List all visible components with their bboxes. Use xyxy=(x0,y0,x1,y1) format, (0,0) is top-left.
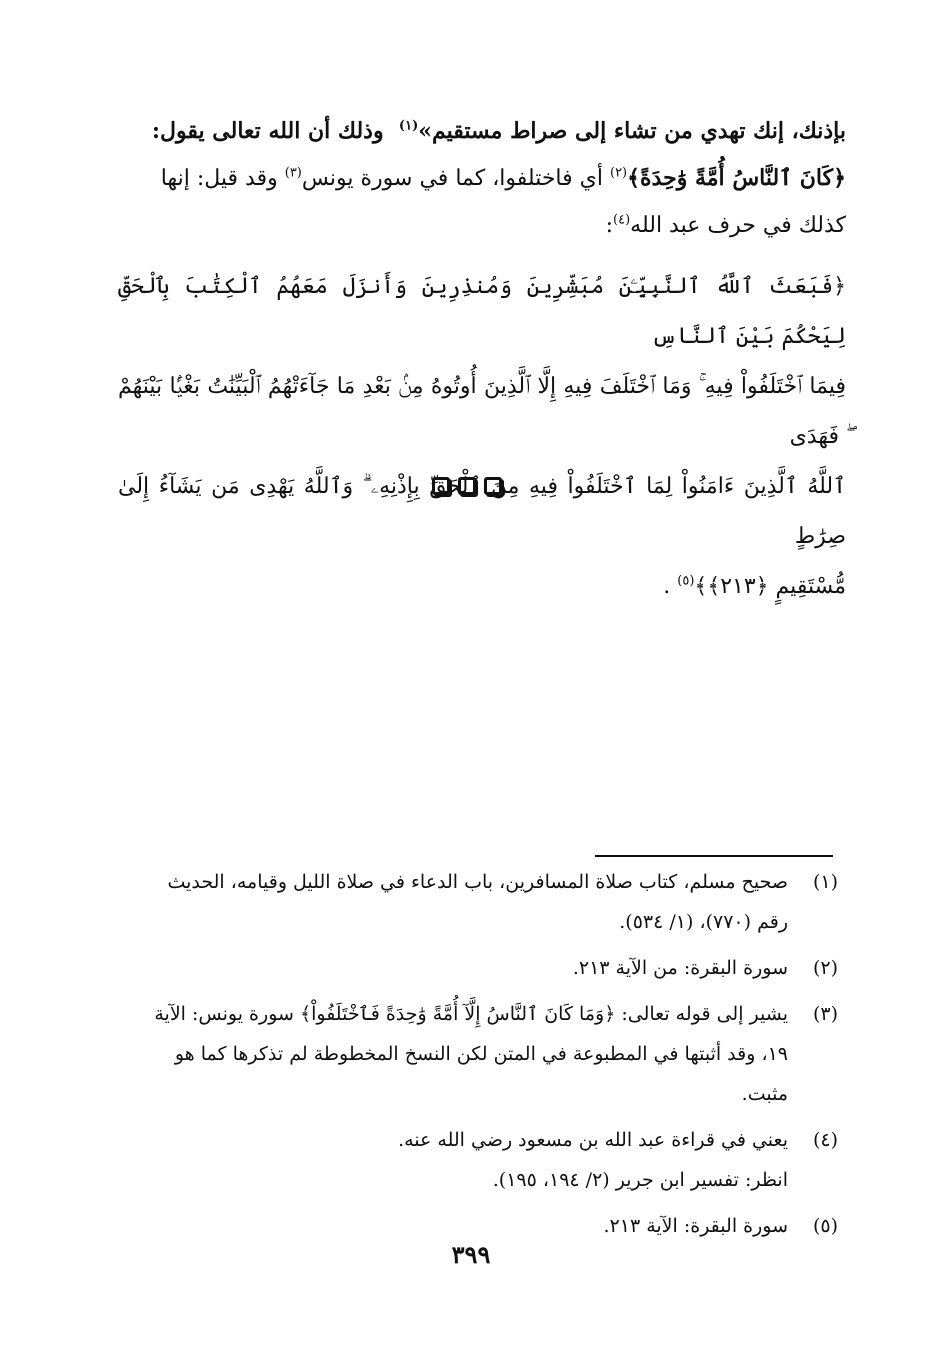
quran-line-3: ٱللَّهُ ٱلَّذِينَ ءَامَنُواْ لِمَا ٱخْتَلَفُواْ فِيهِ مِنَ ٱلْحَقِّ بِإِذْنِهِۦ ۗ وَٱللَّهُ يَهْدِى مَن يَشَآءُ إِلَىٰ صِرَٰطٍ xyxy=(118,474,846,549)
separator-square-icon xyxy=(432,477,450,495)
footnote-line: سورة البقرة: الآية ٢١٣. xyxy=(603,1215,788,1237)
footnote-ref-4: (٤) xyxy=(613,212,631,228)
main-line-3 xyxy=(118,202,846,249)
quran-quote-inline: ﴿كَانَ ٱلنَّاسُ أُمَّةً وَٰحِدَةً﴾ xyxy=(627,165,846,191)
footnote-line: رقم (٧٧٠)، (١/ ٥٣٤). xyxy=(619,911,788,933)
quran-verse-block xyxy=(118,262,846,612)
quran-line-4-tail: . xyxy=(663,574,671,599)
main-line-2 xyxy=(118,155,846,202)
footnote-rule xyxy=(595,855,833,857)
footnote-4 xyxy=(110,1120,838,1200)
footnote-line: سورة البقرة: من الآية ٢١٣. xyxy=(572,957,788,979)
quran-line-1: ﴿فَبَعَثَ ٱللَّهُ ٱلنَّبِيِّـۧنَ مُبَشِّرِينَ وَمُنذِرِينَ وَأَنزَلَ مَعَهُمُ ٱلْكِتَٰبَ بِٱلْحَقِّ لِيَحْكُمَ بَيْنَ ٱلنَّاسِ xyxy=(118,274,846,349)
main-line-2-text: أي فاختلفوا، كما في سورة يونس xyxy=(301,166,603,191)
quran-line-4 xyxy=(118,562,846,612)
footnote-line: مثبت. xyxy=(741,1083,788,1105)
main-line-3-tail: : xyxy=(605,213,614,238)
main-line-3-text: كذلك في حرف عبد الله xyxy=(630,213,846,238)
main-line-1-tail: وذلك أن الله تعالى يقول: xyxy=(151,118,384,144)
footnotes xyxy=(110,862,838,1252)
footnote-1 xyxy=(110,862,838,942)
footnote-number: (٢) xyxy=(812,957,838,979)
footnote-number: (٣) xyxy=(812,1003,838,1025)
footnote-ref-1: (١) xyxy=(398,118,419,134)
footnote-line: يعني في قراءة عبد الله بن مسعود رضي الله عنه. xyxy=(398,1129,788,1151)
quran-line-2: فِيمَا ٱخْتَلَفُواْ فِيهِ ۚ وَمَا ٱخْتَلَفَ فِيهِ إِلَّا ٱلَّذِينَ أُوتُوهُ مِنۢ بَعْدِ مَا جَآءَتْهُمُ ٱلْبَيِّنَٰتُ بَغْيًۢا بَيْنَهُمْ ۖ فَهَدَى xyxy=(118,374,846,449)
footnote-line: انظر: تفسير ابن جرير (٢/ ١٩٤، ١٩٥). xyxy=(492,1169,788,1191)
separator-square-icon xyxy=(458,477,476,495)
footnote-ref-5: (٥) xyxy=(677,573,695,589)
footnote-3 xyxy=(110,994,838,1114)
footnote-line: يشير إلى قوله تعالى: ﴿وَمَا كَانَ ٱلنَّاسُ إِلَّآ أُمَّةً وَٰحِدَةً فَٱخْتَلَفُواْ﴾ سورة يونس: الآية xyxy=(154,1003,788,1025)
footnote-number: (٥) xyxy=(812,1215,838,1237)
section-separator xyxy=(432,477,502,495)
footnote-line: ١٩، وقد أثبتها في المطبوعة في المتن لكن النسخ المخطوطة لم تذكرها كما هو xyxy=(174,1043,788,1065)
footnote-2 xyxy=(110,948,838,988)
main-text xyxy=(118,108,846,249)
separator-square-icon xyxy=(484,477,502,495)
footnote-number: (٤) xyxy=(812,1129,838,1151)
main-line-1-text: بإذنك، إنك تهدي من تشاء إلى صراط مستقيم» xyxy=(418,118,846,144)
main-line-2-tail: وقد قيل: إنها xyxy=(160,166,278,191)
page-number: ٣٩٩ xyxy=(451,1240,491,1269)
footnote-ref-2: (٢) xyxy=(609,165,628,181)
footnote-number: (١) xyxy=(812,871,838,893)
main-line-1 xyxy=(118,108,846,155)
quran-line-4-text: مُّسْتَقِيمٍ ﴿٢١٣﴾﴾ xyxy=(694,574,846,599)
footnote-line: صحيح مسلم، كتاب صلاة المسافرين، باب الدعاء في صلاة الليل وقيامه، الحديث xyxy=(167,871,788,893)
footnote-ref-3: (٣) xyxy=(284,165,302,181)
